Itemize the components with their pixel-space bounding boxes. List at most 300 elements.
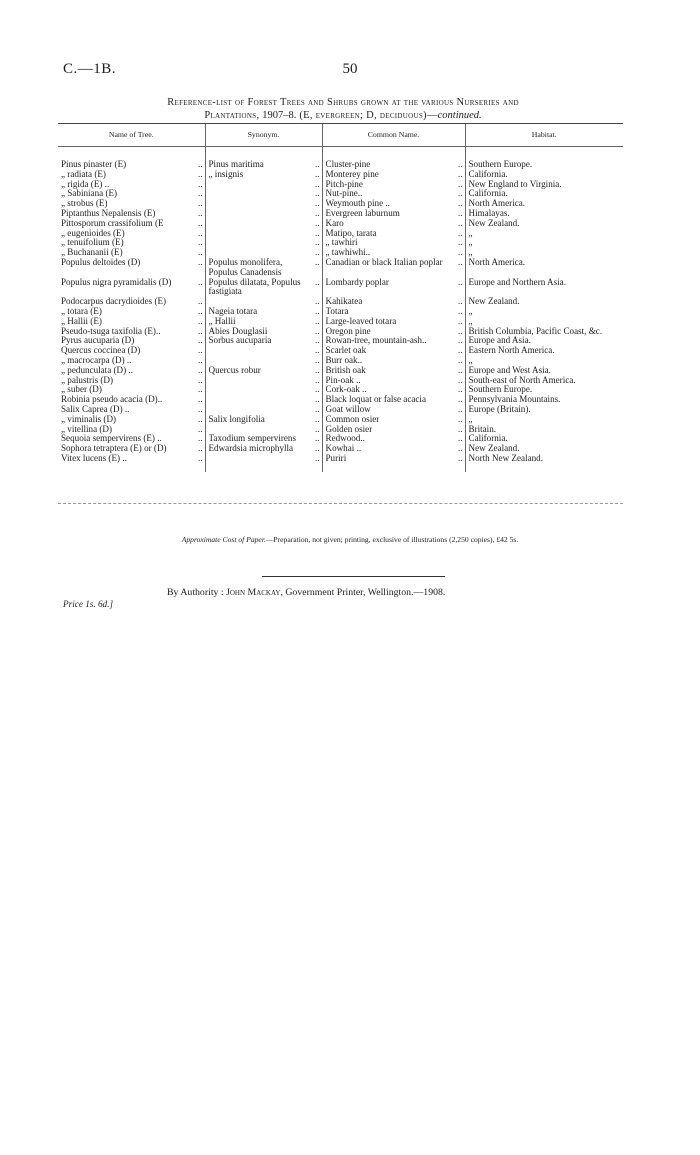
synonym-cell-content [209, 307, 320, 317]
leader-dots: .. [197, 424, 203, 434]
leader-dots: .. [457, 277, 463, 287]
leader-dots: .. [314, 404, 320, 414]
leader-dots: .. [197, 365, 203, 375]
common-name-cell-content [326, 189, 463, 199]
leader-dots: .. [197, 346, 203, 356]
imprint-suffix: , Government Printer, Wellington.—1908. [280, 587, 446, 598]
tree-name-cell-text: „ totara (E) [61, 306, 102, 316]
common-name-cell-content [326, 444, 463, 454]
common-name-cell-text: Pin-oak .. [325, 375, 361, 385]
table-row [58, 336, 623, 346]
leader-dots: .. [457, 189, 463, 199]
synonym-cell-content [209, 395, 320, 405]
common-name-cell-text: British oak [325, 365, 366, 375]
synonym-cell-content [209, 199, 320, 209]
common-name-cell [322, 444, 465, 454]
habitat-cell: South-east of North America. [465, 376, 623, 386]
habitat-cell: Eastern North America. [465, 346, 623, 356]
common-name-cell-text: Kowhai .. [325, 444, 362, 454]
synonym-cell [205, 229, 322, 239]
synonym-cell-content [209, 366, 320, 376]
leader-dots: .. [457, 257, 463, 267]
table-row [58, 346, 623, 356]
tree-name-cell [58, 415, 205, 425]
synonym-cell-content [209, 385, 320, 395]
common-name-cell [322, 395, 465, 405]
table-title [63, 96, 623, 122]
tree-name-cell-content [61, 454, 203, 464]
tree-name-cell [58, 327, 205, 337]
synonym-cell-text: Salix longifolia [208, 414, 265, 424]
synonym-cell-text: Quercus robur [208, 365, 261, 375]
common-name-cell [322, 248, 465, 258]
document-reference: C.—1B. [63, 61, 117, 77]
common-name-cell [322, 278, 465, 298]
synonym-cell-content [209, 219, 320, 229]
synonym-cell-content [209, 238, 320, 248]
leader-dots: .. [457, 316, 463, 326]
leader-dots: .. [197, 375, 203, 385]
habitat-cell: Britain. [465, 425, 623, 435]
common-name-cell-content [326, 209, 463, 219]
leader-dots: .. [457, 385, 463, 395]
tree-name-cell [58, 444, 205, 454]
title-line-2 [63, 109, 623, 122]
common-name-cell-content [326, 327, 463, 337]
habitat-cell: Europe (Britain). [465, 405, 623, 415]
common-name-cell-text: Puriri [325, 453, 347, 463]
leader-dots: .. [314, 346, 320, 356]
tree-name-cell-text: „ palustris (D) [61, 375, 114, 385]
leader-dots: .. [314, 277, 320, 287]
tree-name-cell-text: „ rigida (E) .. [61, 179, 110, 189]
table-row [58, 395, 623, 405]
leader-dots: .. [314, 316, 320, 326]
tree-name-cell [58, 307, 205, 317]
tree-name-cell-content [61, 278, 203, 288]
synonym-cell-content [209, 356, 320, 366]
synonym-cell [205, 346, 322, 356]
synonym-cell [205, 297, 322, 307]
table-row [58, 170, 623, 180]
tree-name-cell-text: „ suber (D) [61, 385, 102, 395]
habitat-cell: Europe and Northern Asia. [465, 278, 623, 298]
leader-dots: .. [457, 179, 463, 189]
table-bottom-rule [58, 503, 623, 504]
common-name-cell [322, 189, 465, 199]
common-name-cell [322, 356, 465, 366]
leader-dots: .. [314, 257, 320, 267]
leader-dots: .. [457, 453, 463, 463]
habitat-cell: „ [465, 317, 623, 327]
leader-dots: .. [457, 395, 463, 405]
synonym-cell-text: Taxodium sempervirens [208, 434, 297, 444]
tree-name-cell-content [61, 189, 203, 199]
tree-name-cell [58, 209, 205, 219]
leader-dots: .. [314, 189, 320, 199]
table-header-row [58, 124, 623, 147]
tree-name-cell-text: „ radiata (E) [61, 169, 106, 179]
tree-name-cell-text: Pittosporum crassifolium (E [61, 218, 164, 228]
synonym-cell-text: Abies Douglasii [208, 326, 268, 336]
common-name-cell-content [326, 366, 463, 376]
habitat-cell: North America. [465, 199, 623, 209]
leader-dots: .. [457, 355, 463, 365]
synonym-cell-content [209, 425, 320, 435]
common-name-cell-content [326, 454, 463, 464]
synonym-cell-content [209, 444, 320, 454]
synonym-cell [205, 278, 322, 298]
leader-dots: .. [314, 453, 320, 463]
tree-name-cell-content [61, 366, 203, 376]
tree-name-cell-content [61, 346, 203, 356]
leader-dots: .. [314, 444, 320, 454]
synonym-cell [205, 336, 322, 346]
leader-dots: .. [457, 346, 463, 356]
synonym-cell-content [209, 229, 320, 239]
leader-dots: .. [197, 326, 203, 336]
tree-name-cell-content [61, 209, 203, 219]
tree-name-cell-content [61, 160, 203, 170]
leader-dots: .. [197, 169, 203, 179]
leader-dots: .. [457, 297, 463, 307]
printer-imprint [167, 587, 445, 598]
common-name-cell [322, 405, 465, 415]
tree-name-cell-text: „ vitellina (D) [61, 424, 113, 434]
leader-dots: .. [457, 208, 463, 218]
cost-label: Approximate Cost of Paper. [181, 535, 266, 544]
common-name-cell-text: Golden osier [325, 424, 373, 434]
common-name-cell-text: Rowan-tree, mountain-ash.. [325, 336, 427, 346]
common-name-cell-text: Oregon pine [325, 326, 371, 336]
common-name-cell-text: Redwood.. [325, 434, 365, 444]
tree-name-cell [58, 356, 205, 366]
common-name-cell-text: Pitch-pine [325, 179, 363, 189]
synonym-cell [205, 454, 322, 472]
common-name-cell-content [326, 238, 463, 248]
title-years: 1907–8. [262, 110, 297, 121]
common-name-cell-content [326, 278, 463, 288]
common-name-cell-content [326, 376, 463, 386]
table-row [58, 425, 623, 435]
tree-name-cell [58, 180, 205, 190]
synonym-cell-content [209, 297, 320, 307]
imprint-prefix: By Authority : [167, 587, 227, 598]
tree-name-cell-content [61, 317, 203, 327]
tree-name-cell [58, 405, 205, 415]
tree-name-cell-content [61, 248, 203, 258]
leader-dots: .. [314, 218, 320, 228]
tree-name-cell-text: „ Buchananii (E) [61, 248, 123, 258]
tree-name-cell-text: Robinia pseudo acacia (D).. [61, 395, 163, 405]
synonym-cell [205, 219, 322, 229]
common-name-cell [322, 327, 465, 337]
table-row [58, 219, 623, 229]
leader-dots: .. [197, 355, 203, 365]
common-name-cell [322, 376, 465, 386]
synonym-cell [205, 258, 322, 278]
printer-name: John Mackay [226, 587, 281, 598]
title-key: (E, evergreen; D, deciduous)— [296, 110, 438, 121]
cost-text: —Preparation, not given; printing, exclusive of illustrations (2,250 copies), £42 5s. [265, 535, 519, 544]
synonym-cell [205, 317, 322, 327]
table-row [58, 189, 623, 199]
leader-dots: .. [197, 257, 203, 267]
habitat-cell: New Zealand. [465, 444, 623, 454]
tree-name-cell-text: „ eugenioides (E) [61, 228, 125, 238]
habitat-cell: New Zealand. [465, 297, 623, 307]
common-name-cell-content [326, 258, 463, 268]
synonym-cell [205, 405, 322, 415]
common-name-cell [322, 297, 465, 307]
table-row [58, 180, 623, 190]
leader-dots: .. [314, 424, 320, 434]
tree-name-cell-content [61, 307, 203, 317]
footer-rule [262, 576, 445, 577]
common-name-cell-text: Kahikatea [325, 297, 363, 307]
synonym-cell [205, 434, 322, 444]
habitat-cell: California. [465, 170, 623, 180]
table-row [58, 385, 623, 395]
common-name-cell-text: Weymouth pine .. [325, 199, 390, 209]
table-row [58, 376, 623, 386]
synonym-cell-content [209, 170, 320, 180]
tree-name-cell-text: Populus deltoides (D) [61, 257, 141, 267]
tree-name-cell [58, 248, 205, 258]
synonym-cell [205, 356, 322, 366]
leader-dots: .. [197, 297, 203, 307]
leader-dots: .. [314, 414, 320, 424]
leader-dots: .. [197, 228, 203, 238]
synonym-cell [205, 425, 322, 435]
common-name-cell-text: Lombardy poplar [325, 277, 389, 287]
common-name-cell-content [326, 336, 463, 346]
common-name-cell [322, 434, 465, 444]
habitat-cell: Southern Europe. [465, 385, 623, 395]
synonym-cell [205, 209, 322, 219]
common-name-cell [322, 317, 465, 327]
tree-name-cell-content [61, 327, 203, 337]
common-name-cell-content [326, 405, 463, 415]
table-row [58, 366, 623, 376]
leader-dots: .. [457, 326, 463, 336]
common-name-cell-text: Common osier [325, 414, 380, 424]
common-name-cell [322, 454, 465, 472]
common-name-cell [322, 170, 465, 180]
tree-name-cell-text: „ tenuifolium (E) [61, 238, 124, 248]
common-name-cell-content [326, 229, 463, 239]
table-row [58, 147, 623, 170]
tree-name-cell-content [61, 434, 203, 444]
leader-dots: .. [197, 218, 203, 228]
common-name-cell-text: Canadian or black Italian poplar [325, 257, 443, 267]
leader-dots: .. [197, 238, 203, 248]
leader-dots: .. [314, 248, 320, 258]
leader-dots: .. [197, 316, 203, 326]
table-row [58, 317, 623, 327]
tree-name-cell-text: „ viminalis (D) [61, 414, 117, 424]
leader-dots: .. [457, 336, 463, 346]
leader-dots: .. [314, 434, 320, 444]
tree-name-cell [58, 219, 205, 229]
habitat-cell: British Columbia, Pacific Coast, &c. [465, 327, 623, 337]
tree-name-cell-content [61, 405, 203, 415]
tree-name-cell-content [61, 297, 203, 307]
habitat-cell: Southern Europe. [465, 147, 623, 170]
common-name-cell-text: Karo [325, 218, 344, 228]
tree-name-cell [58, 229, 205, 239]
common-name-cell-content [326, 199, 463, 209]
synonym-cell-content [209, 405, 320, 415]
leader-dots: .. [314, 336, 320, 346]
tree-name-cell [58, 238, 205, 248]
column-header-common-name: Common Name. [322, 124, 465, 147]
table-row [58, 297, 623, 307]
tree-name-cell-content [61, 385, 203, 395]
leader-dots: .. [457, 414, 463, 424]
common-name-cell-text: Totara [325, 306, 349, 316]
common-name-cell-content [326, 160, 463, 170]
habitat-cell: Pennsylvania Mountains. [465, 395, 623, 405]
synonym-cell-content [209, 258, 320, 278]
price-note: Price 1s. 6d.] [63, 599, 114, 609]
title-line-1: Reference-list of Forest Trees and Shrubs grown at the various Nurseries and [167, 97, 519, 108]
synonym-cell [205, 307, 322, 317]
tree-name-cell [58, 297, 205, 307]
table-row [58, 327, 623, 337]
table-row [58, 199, 623, 209]
common-name-cell-content [326, 415, 463, 425]
habitat-cell: Europe and West Asia. [465, 366, 623, 376]
synonym-cell [205, 415, 322, 425]
synonym-cell-content [209, 454, 320, 464]
habitat-cell: Himalayas. [465, 209, 623, 219]
synonym-cell [205, 248, 322, 258]
leader-dots: .. [457, 218, 463, 228]
tree-name-cell-content [61, 356, 203, 366]
common-name-cell-content [326, 297, 463, 307]
tree-name-cell [58, 385, 205, 395]
tree-name-cell-text: Salix Caprea (D) .. [61, 404, 130, 414]
common-name-cell [322, 385, 465, 395]
tree-name-cell [58, 346, 205, 356]
leader-dots: .. [197, 189, 203, 199]
common-name-cell-content [326, 395, 463, 405]
tree-name-cell-text: Sequoia sempervirens (E) .. [61, 434, 162, 444]
habitat-cell: „ [465, 229, 623, 239]
tree-name-cell [58, 366, 205, 376]
synonym-cell [205, 395, 322, 405]
synonym-cell-text: Sorbus aucuparia [208, 336, 272, 346]
common-name-cell-text: „ tawhiwhi.. [325, 248, 371, 258]
common-name-cell-content [326, 346, 463, 356]
leader-dots: .. [197, 199, 203, 209]
leader-dots: .. [457, 434, 463, 444]
tree-name-cell [58, 336, 205, 346]
table-row [58, 356, 623, 366]
synonym-cell [205, 199, 322, 209]
leader-dots: .. [314, 395, 320, 405]
leader-dots: .. [314, 169, 320, 179]
leader-dots: .. [314, 375, 320, 385]
habitat-cell: „ [465, 238, 623, 248]
common-name-cell [322, 209, 465, 219]
common-name-cell-content [326, 425, 463, 435]
leader-dots: .. [314, 228, 320, 238]
synonym-cell [205, 189, 322, 199]
tree-name-cell-content [61, 444, 203, 454]
common-name-cell-text: Goat willow [325, 404, 371, 414]
column-header-synonym: Synonym. [205, 124, 322, 147]
common-name-cell-content [326, 385, 463, 395]
leader-dots: .. [314, 385, 320, 395]
common-name-cell-content [326, 434, 463, 444]
table-row [58, 434, 623, 444]
synonym-cell-content [209, 336, 320, 346]
tree-name-cell-content [61, 199, 203, 209]
common-name-cell-text: Black loquat or false acacia [325, 395, 426, 405]
tree-name-cell [58, 395, 205, 405]
common-name-cell-text: Scarlet oak [325, 346, 367, 356]
table-row [58, 454, 623, 472]
tree-name-cell [58, 425, 205, 435]
tree-name-cell [58, 199, 205, 209]
synonym-cell [205, 376, 322, 386]
common-name-cell [322, 180, 465, 190]
tree-name-cell-content [61, 170, 203, 180]
leader-dots: .. [197, 336, 203, 346]
common-name-cell [322, 258, 465, 278]
tree-name-cell-text: Podocarpus dacrydioides (E) [61, 297, 167, 307]
title-continued: continued. [437, 110, 482, 121]
tree-name-cell-text: Populus nigra pyramidalis (D) [61, 277, 172, 287]
table-row [58, 258, 623, 278]
common-name-cell-text: Burr oak.. [325, 355, 363, 365]
leader-dots: .. [197, 414, 203, 424]
tree-name-cell [58, 376, 205, 386]
tree-name-cell-text: Sophora tetraptera (E) or (D) [61, 444, 167, 454]
synonym-cell [205, 385, 322, 395]
common-name-cell-content [326, 317, 463, 327]
leader-dots: .. [197, 444, 203, 454]
synonym-cell [205, 180, 322, 190]
common-name-cell-content [326, 356, 463, 366]
leader-dots: .. [197, 208, 203, 218]
common-name-cell-text: Matipo, tarata [325, 228, 377, 238]
tree-name-cell-text: Vitex lucens (E) .. [61, 453, 127, 463]
common-name-cell [322, 199, 465, 209]
synonym-cell-content [209, 278, 320, 298]
common-name-cell-text: Monterey pine [325, 169, 379, 179]
common-name-cell [322, 219, 465, 229]
leader-dots: .. [197, 159, 203, 169]
common-name-cell [322, 346, 465, 356]
leader-dots: .. [457, 238, 463, 248]
tree-name-cell-content [61, 415, 203, 425]
tree-name-cell-text: Quercus coccinea (D) [61, 346, 141, 356]
leader-dots: .. [457, 365, 463, 375]
leader-dots: .. [457, 404, 463, 414]
tree-name-cell-content [61, 180, 203, 190]
cost-of-paper-note [0, 535, 700, 544]
table-row [58, 415, 623, 425]
common-name-cell-content [326, 248, 463, 258]
synonym-cell [205, 444, 322, 454]
leader-dots: .. [197, 277, 203, 287]
leader-dots: .. [314, 208, 320, 218]
common-name-cell-text: Cork-oak .. [325, 385, 367, 395]
leader-dots: .. [197, 306, 203, 316]
